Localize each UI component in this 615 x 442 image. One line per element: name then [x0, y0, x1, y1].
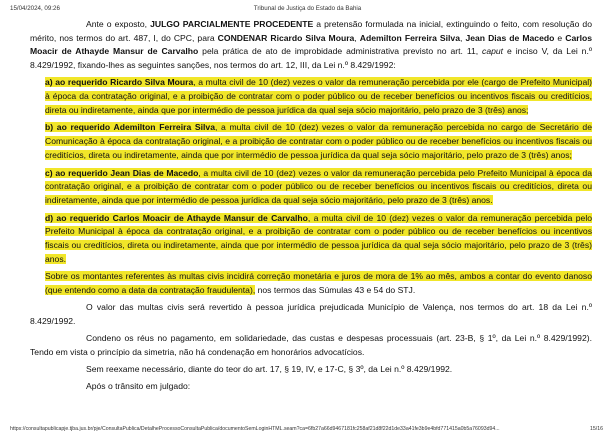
page-number: 15/16: [590, 426, 603, 432]
intro-text: a pretensão formulada na inicial, extinguindo o feito, com resolução do mérito, nos termos do art. 487, I, do CPC, para: [30, 19, 592, 43]
sanction-label: a) ao requerido Ricardo Silva Moura: [45, 77, 194, 88]
interest-highlight: Sobre os montantes referentes às multas civis incidirá correção monetária e juros de mora de 1% ao mês, ambos a contar do evento danoso (que entendo como a data da contratação fraudulenta),: [45, 271, 592, 296]
print-header: [0, 0, 615, 16]
sanction-text: , a multa civil de 10 (dez) vezes o valor da remuneração percebida por ele (cargo de Prefeito Municipal) à época da contratação original, e a proibição de contratar com o poder público ou de receber benefícios ou incentivos fiscais ou creditícios, direta ou indiretamente, ainda que por intermédio de pessoa jurídica da qual seja sócio majoritário, pelo prazo de 3 (três) anos;: [45, 77, 592, 115]
sanction-label: b) ao requerido Ademilton Ferreira Silva: [45, 122, 215, 133]
intro-text: pela prática de ato de improbidade administrativa previsto no art. 11,: [198, 46, 483, 57]
sanction-label: d) ao requerido Carlos Moacir de Athayde Mansur de Carvalho: [45, 212, 308, 223]
interest-text: nos termos das Súmulas 43 e 54 do STJ.: [255, 285, 416, 296]
intro-text-italic: caput: [482, 46, 504, 57]
defendant-name: Ademilton Ferreira Silva: [359, 32, 460, 43]
judgment-verdict: JULGO PARCIALMENTE PROCEDENTE: [150, 19, 314, 29]
intro-text: ,: [459, 32, 466, 43]
costs-paragraph: Condeno os réus no pagamento, em solidariedade, das custas e despesas processuais (art. 23-B, § 1º, da Lei n.º 8.429/1992). Tendo em vista o princípio da simetria, não há condenação em honorários advocatícios.: [30, 333, 592, 357]
review-paragraph: Sem reexame necessário, diante do teor do art. 17, § 19, IV, e 17-C, § 3º, da Lei n.º 8.429/1992.: [86, 364, 453, 375]
sanction-text: , a multa civil de 10 (dez) vezes o valor da remuneração percebida pelo Prefeito Municipal à época da contratação original, e a proibição de contratar com o poder público ou de receber benefícios ou incentivos fiscais ou creditícios, direta ou indiretamente, ainda que por intermédio de pessoa jurídica da qual seja sócio majoritário, pelo prazo de 3 (três) anos.: [45, 167, 592, 205]
document-body: [30, 18, 592, 394]
judgment-paragraph: [30, 18, 592, 73]
sanction-item-d: [45, 212, 592, 267]
sanction-item-c: [45, 167, 592, 208]
interest-paragraph: [45, 270, 592, 297]
sanction-text: , a multa civil de 10 (dez) vezes o valor da remuneração percebida no cargo de Secretário de Comunicação à época da contratação original, e a proibição de contratar com o poder público ou de receber benefícios ou incentivos fiscais ou creditícios, direta ou indiretamente, ainda que por intermédio de pessoa jurídica da qual seja sócio majoritário, pelo prazo de 3 (três) anos;: [45, 122, 592, 160]
sanction-item-a: [45, 76, 592, 117]
intro-text: e: [554, 32, 566, 43]
intro-text: e inciso V, da Lei n.º 8.429/1992, fixando-lhes as seguintes sanções, nos termos do art. 12, III, da Lei n.º 8.429/1992:: [30, 46, 592, 71]
sanction-item-b: [45, 121, 592, 162]
defendant-name: Jean Dias de Macedo: [465, 32, 555, 43]
defendant-name: CONDENAR Ricardo Silva Moura: [217, 32, 355, 43]
print-title: Tribunal de Justiça do Estado da Bahia: [253, 5, 362, 12]
print-datetime: 15/04/2024, 09:26: [10, 5, 60, 12]
intro-text: ,: [354, 32, 360, 43]
print-footer: [0, 422, 615, 442]
sanctions-block: [30, 76, 592, 298]
sanction-label: c) ao requerido Jean Dias de Macedo: [45, 167, 199, 178]
sanction-text: , a multa civil de 10 (dez) vezes o valor da remuneração percebida pelo Prefeito Municipal à época da contratação original, e a proibição de contratar com o poder público ou de receber benefícios ou incentivos fiscais ou creditícios, direta ou indiretamente, ainda que por intermédio de pessoa jurídica da qual seja sócio majoritário, pelo prazo de 3 (três) anos.: [45, 212, 593, 264]
document-url: https://consultapublicapje.tjba.jus.br/pje/ConsultaPublica/DetalheProcessoConsultaPublica/documentoSemLoginHTML.seam?ca=6fb27a66d9467181fc258af21d8f22d1de33a41fe3b9e4bfd771415a0b5a76093d94...: [10, 426, 500, 432]
defendant-name: Carlos Moacir de Athayde Mansur de Carvalho: [30, 32, 592, 57]
fine-destination-paragraph: O valor das multas civis será revertido à pessoa jurídica prejudicada Município de Valença, nos termos do art. 18 da Lei n.º 8.429/1992.: [30, 302, 592, 327]
after-judgment-paragraph: Após o trânsito em julgado:: [86, 381, 191, 392]
intro-text: Ante o exposto,: [86, 19, 151, 29]
